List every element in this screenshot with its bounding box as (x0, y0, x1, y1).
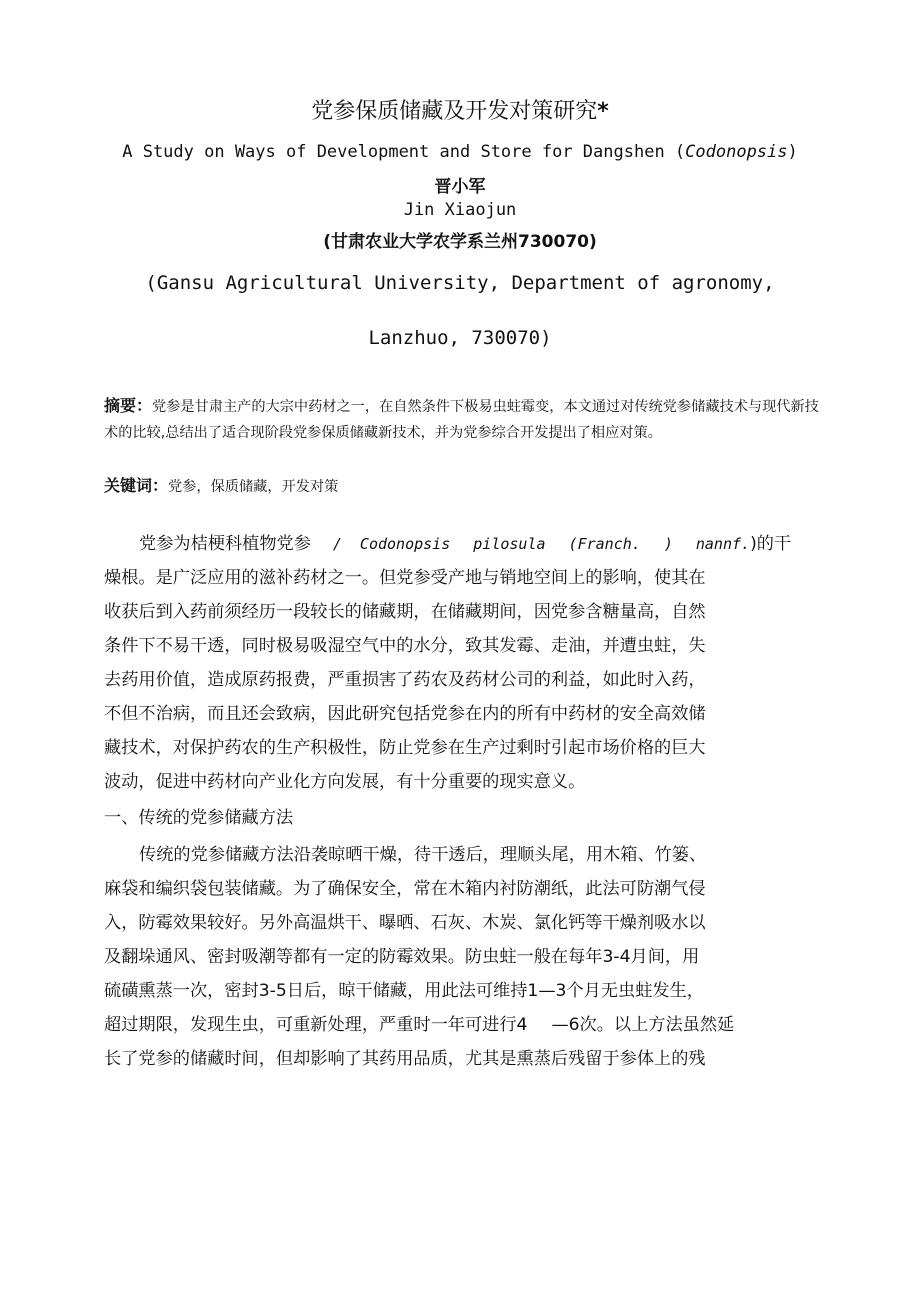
p2-line6-a: 超过期限，发现生虫，可重新处理，严重时一年可进行4 (104, 1015, 528, 1035)
abstract-label: 摘要： (104, 396, 153, 415)
body-line: 硫磺熏蒸一次，密封3-5日后，晾干储藏，用此法可维持1—3个月无虫蛀发生， (104, 981, 704, 1001)
body-line: 波动，促进中药材向产业化方向发展，有十分重要的现实意义。 (104, 772, 586, 792)
body-paragraph-1-line-1 (139, 532, 791, 556)
en-title-prefix: A Study on Ways of Development and Store for Dangshen ( (122, 142, 686, 162)
author-name: 晋小军 (434, 177, 486, 197)
body-line: 长了党参的储藏时间，但却影响了其药用品质，尤其是熏蒸后残留于参体上的残 (104, 1049, 706, 1069)
body-line: 收获后到入药前须经历一段较长的储藏期，在储藏期间，因党参含糖量高，自然 (104, 602, 706, 622)
title-footnote-mark: * (597, 99, 609, 124)
body-line (104, 1013, 734, 1037)
keywords (104, 473, 338, 500)
body-line: 去药用价值，造成原药报费，严重损害了药农及药材公司的利益，如此时入药， (104, 670, 706, 690)
body-line: 燥根。是广泛应用的滋补药材之一。但党参受产地与销地空间上的影响，使其在 (104, 568, 706, 588)
body-line: 条件下不易干透，同时极易吸湿空气中的水分，致其发霉、走油，并遭虫蛀，失 (104, 636, 706, 656)
p1-species: Codonopsis pilosula (Franch. ) nannf. (359, 535, 751, 553)
body-line: 麻袋和编织袋包装储藏。为了确保安全，常在木箱内衬防潮纸，此法可防潮气侵 (104, 879, 706, 899)
en-title-suffix: ) (787, 142, 798, 162)
body-line: 及翻垛通风、密封吸潮等都有一定的防霉效果。防虫蛀一般在每年3-4月间，用 (104, 947, 700, 967)
keywords-text: 党参，保质储藏，开发对策 (168, 479, 339, 495)
abstract (104, 393, 824, 446)
p2-line6-b: —6次。以上方法虽然延 (551, 1015, 735, 1035)
english-title (0, 142, 920, 162)
body-paragraph-2-line-1: 传统的党参储藏方法沿袭晾晒干燥，待干透后，理顺头尾，用木箱、竹篓、 (139, 845, 707, 865)
affiliation: (甘肃农业大学农学系兰州730070) (323, 232, 597, 252)
abstract-text: 党参是甘肃主产的大宗中药材之一，在自然条件下极易虫蛀霉变，本文通过对传统党参储藏技术与现代新技术的比较,总结出了适合现阶段党参保质储藏新技术，并为党参综合开发提出了相应对策。 (104, 399, 819, 441)
title-text: 党参保质储藏及开发对策研究 (311, 99, 598, 124)
p1-end: )的干 (750, 534, 792, 554)
author-name-en: Jin Xiaojun (403, 200, 517, 220)
body-line: 藏技术，对保护药农的生产积极性，防止党参在生产过剩时引起市场价格的巨大 (104, 738, 706, 758)
affiliation-en-line2: Lanzhuo, 730070) (368, 327, 552, 349)
p1-slash: / (332, 535, 342, 553)
section-heading-1: 一、传统的党参储藏方法 (104, 808, 294, 828)
paper-title (0, 94, 920, 125)
affiliation-en-line1: (Gansu Agricultural University, Department of agronomy, (145, 272, 775, 294)
body-line: 不但不治病，而且还会致病，因此研究包括党参在内的所有中药材的安全高效储 (104, 704, 706, 724)
en-title-genus: Codonopsis (685, 142, 788, 162)
body-line: 入，防霉效果较好。另外高温烘干、曝晒、石灰、木炭、氯化钙等干燥剂吸水以 (104, 913, 706, 933)
keywords-label: 关键词： (104, 476, 169, 495)
p1-start: 党参为桔梗科植物党参 (139, 534, 311, 554)
